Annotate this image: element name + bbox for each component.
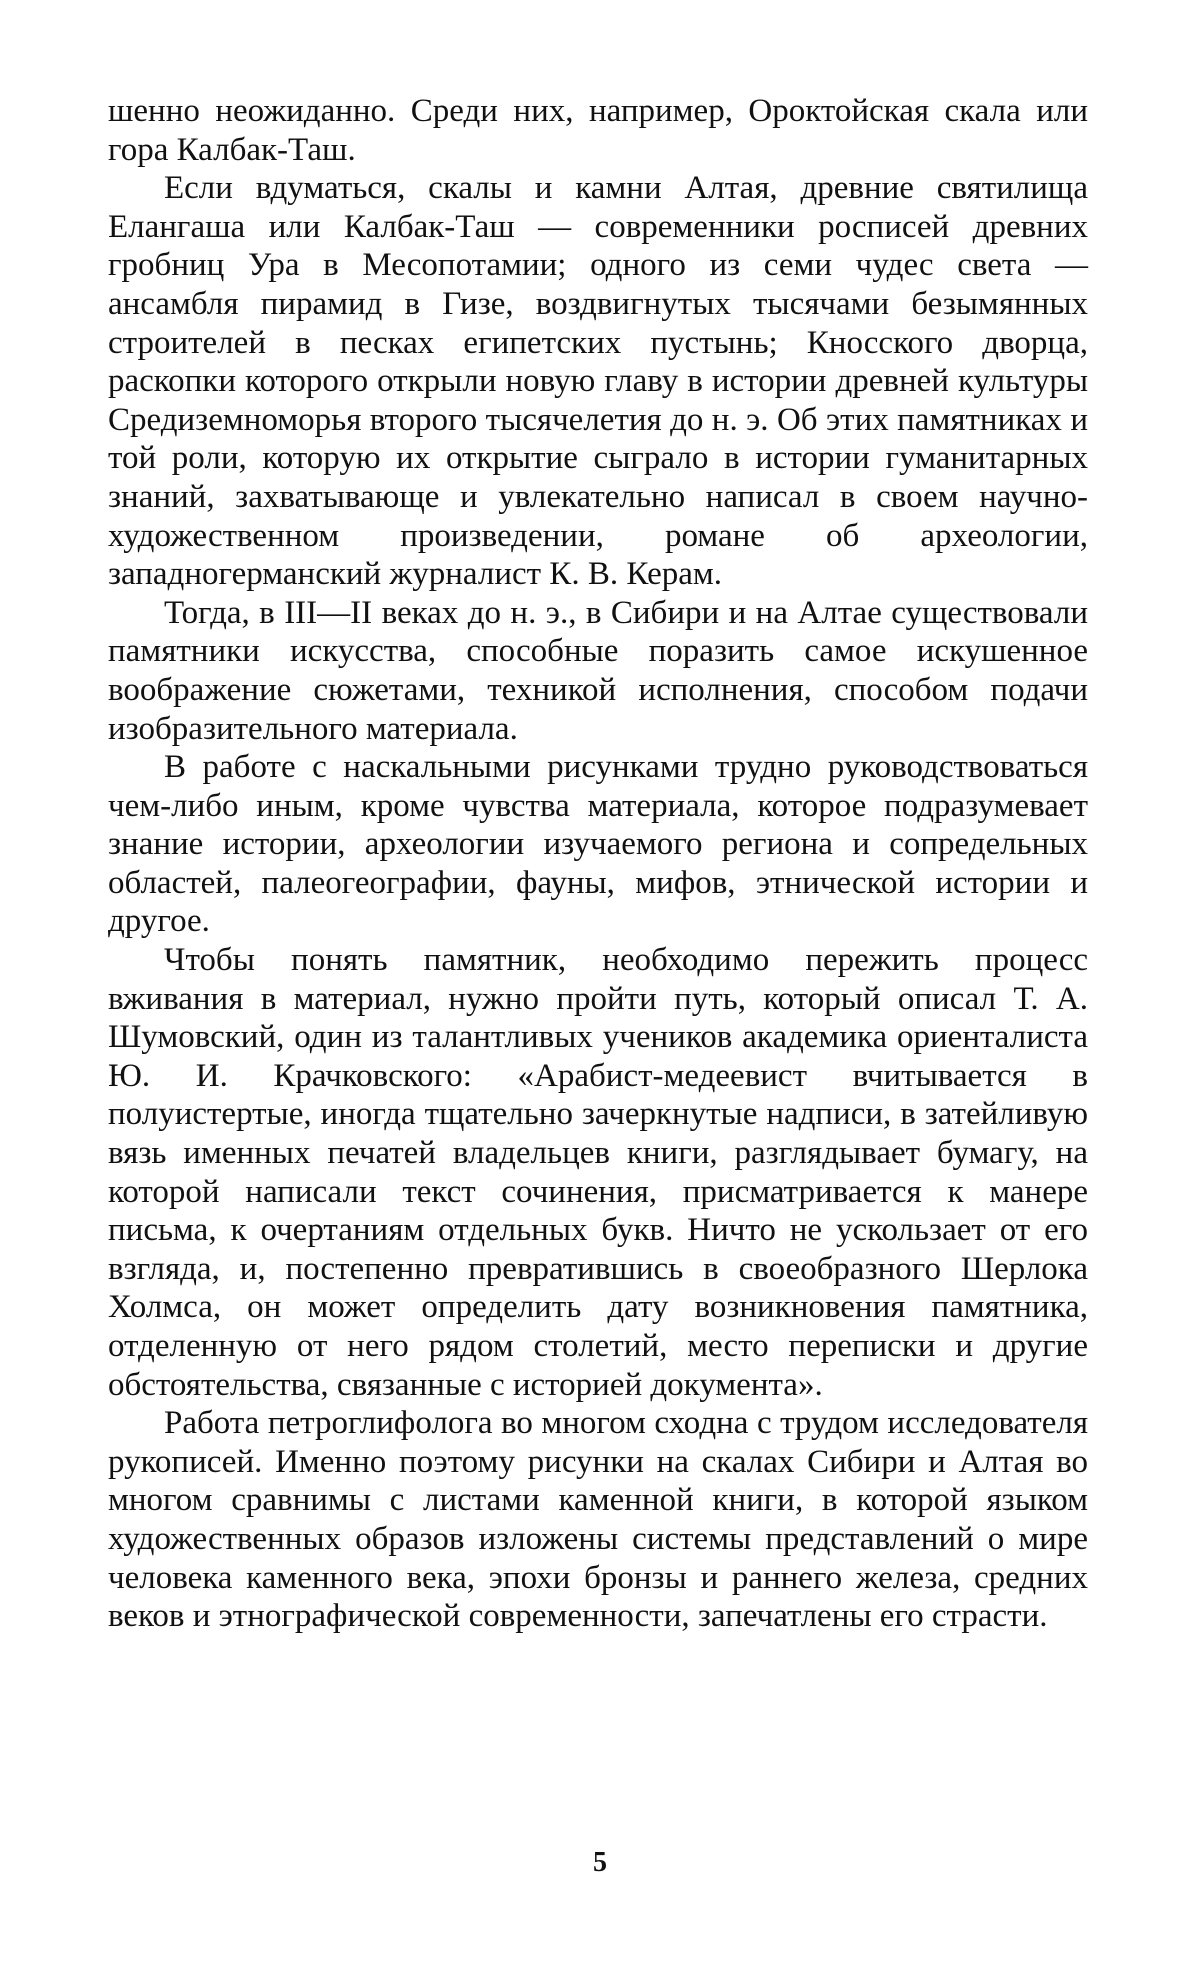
paragraph-shumovsky-quote: Чтобы понять памятник, необходимо пережить процесс вживания в материал, нужно пройти путь, который описал Т. А. Шумовский, один из талантливых учеников академика ориенталиста Ю. И. Крачковского: «Арабист-медеевист вчитывается в полуистертые, иногда тщательно зачеркнутые надписи, в затейливую вязь именных печатей владельцев книги, разглядывает бумагу, на которой написали текст сочинения, присматривается к манере письма, к очертаниям отдельных букв. Ничто не ускользает от его взгляда, и, постепенно превратившись в своеобразного Шерлока Холмса, он может определить дату возникновения памятника, отделенную от него рядом столетий, место переписки и другие обстоятельства, связанные с историей документа». (108, 942, 1088, 1403)
page-number: 5 (593, 1847, 607, 1878)
paragraph-sanctuaries: Если вдуматься, скалы и камни Алтая, древние святилища Елангаша или Калбак-Таш — современники росписей древних гробниц Ура в Месопотамии; одного из семи чудес света — ансамбля пирамид в Гизе, воздвигнутых тысячами безымянных строителей в песках египетских пустынь; Кносского дворца, раскопки которого открыли новую главу в истории древней культуры Средиземноморья второго тысячелетия до н. э. Об этих памятниках и той роли, которую их открытие сыграло в истории гуманитарных знаний, захватывающе и увлекательно написал в своем научно-художественном произведении, романе об археологии, западногерманский журналист К. В. Керам. (108, 170, 1088, 593)
page-body (108, 92, 1088, 1636)
paragraph-continuation: шенно неожиданно. Среди них, например, Ороктойская скала или гора Калбак-Таш. (108, 93, 1088, 168)
paragraph-rock-drawings: В работе с наскальными рисунками трудно руководствоваться чем-либо иным, кроме чувства материала, которое подразумевает знание истории, археологии изучаемого региона и сопредельных областей, палеогеографии, фауны, мифов, этнической истории и другое. (108, 749, 1088, 940)
paragraph-petroglyphologist: Работа петроглифолога во многом сходна с трудом исследователя рукописей. Именно поэтому рисунки на скалах Сибири и Алтая во многом сравнимы с листами каменной книги, в которой языком художественных образов изложены системы представлений о мире человека каменного века, эпохи бронзы и раннего железа, средних веков и этнографической современности, запечатлены его страсти. (108, 1405, 1088, 1635)
paragraph-siberia-art: Тогда, в III—II веках до н. э., в Сибири и на Алтае существовали памятники искусства, способные поразить самое искушенное воображение сюжетами, техникой исполнения, способом подачи изобразительного материала. (108, 594, 1088, 747)
